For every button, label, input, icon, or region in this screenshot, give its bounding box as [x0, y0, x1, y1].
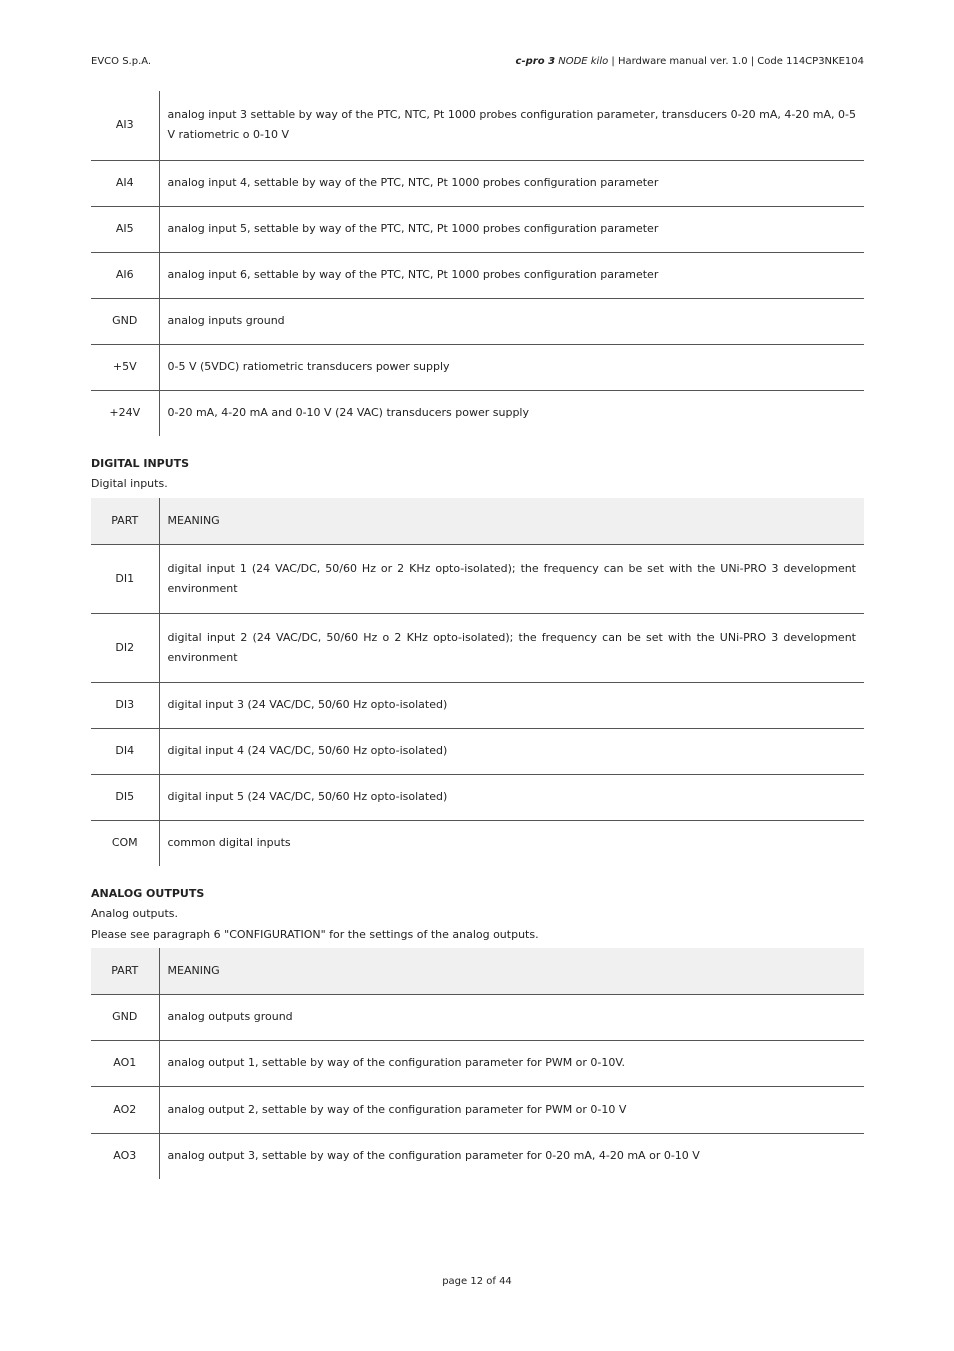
meaning-cell: analog outputs ground: [167, 1010, 293, 1023]
part-cell: AO2: [91, 1086, 159, 1133]
part-cell: AI4: [91, 160, 159, 206]
header-company: EVCO S.p.A.: [91, 56, 152, 67]
table-row: [91, 613, 864, 682]
meaning-cell: digital input 4 (24 VAC/DC, 50/60 Hz opto-isolated): [167, 744, 448, 757]
table-row: [91, 994, 864, 1040]
header-product-model: NODE kilo: [558, 56, 609, 67]
analog-outputs-description: Analog outputs.: [91, 907, 179, 920]
table-row: [91, 820, 864, 866]
digital-inputs-heading: DIGITAL INPUTS: [91, 457, 190, 470]
part-cell: AI5: [91, 206, 159, 252]
part-cell: GND: [91, 994, 159, 1040]
part-cell: DI3: [91, 682, 159, 728]
header-product-name: c-pro 3: [515, 56, 556, 67]
part-cell: AI6: [91, 252, 159, 298]
meaning-cell: analog output 3, settable by way of the configuration parameter for 0-20 mA, 4-20 mA or 0-10 V: [167, 1149, 700, 1163]
analog-inputs-table: [91, 91, 864, 436]
table-header-row: [91, 948, 864, 994]
meaning-cell: 0-5 V (5VDC) ratiometric transducers power supply: [167, 360, 450, 373]
page-number: page 12 of 44: [442, 1276, 512, 1287]
table-row: [91, 682, 864, 728]
part-cell: AO1: [91, 1040, 159, 1086]
table-row: [91, 298, 864, 344]
header-meaning-cell: MEANING: [167, 963, 220, 977]
table-row: [91, 728, 864, 774]
header-part-cell: PART: [91, 948, 159, 994]
part-cell: AO3: [91, 1133, 159, 1179]
part-cell: +5V: [91, 344, 159, 390]
meaning-cell: analog input 6, settable by way of the PTC, NTC, Pt 1000 probes configuration parameter: [167, 268, 659, 281]
table-row: [91, 1040, 864, 1086]
table-row: [91, 544, 864, 613]
table-row: [91, 252, 864, 298]
meaning-cell: analog input 5, settable by way of the PTC, NTC, Pt 1000 probes configuration parameter: [167, 222, 659, 235]
part-cell: AI3: [91, 91, 159, 160]
table-row: [91, 390, 864, 436]
analog-outputs-note: Please see paragraph 6 "CONFIGURATION" for the settings of the analog outputs.: [91, 928, 539, 941]
meaning-cell: analog inputs ground: [167, 314, 285, 327]
table-row: [91, 774, 864, 820]
table-row: [91, 91, 864, 160]
part-cell: DI2: [91, 613, 159, 682]
header-manual-code: | Hardware manual ver. 1.0 | Code 114CP3NKE104: [611, 56, 864, 67]
part-cell: DI4: [91, 728, 159, 774]
meaning-cell: 0-20 mA, 4-20 mA and 0-10 V (24 VAC) transducers power supply: [167, 406, 530, 420]
meaning-cell: digital input 2 (24 VAC/DC, 50/60 Hz o 2 KHz opto-isolated); the frequency can be set with the UNi-PRO 3 development environment: [167, 630, 856, 664]
header-part-cell: PART: [91, 498, 159, 544]
table-header-row: [91, 498, 864, 544]
meaning-cell: digital input 3 (24 VAC/DC, 50/60 Hz opto-isolated): [167, 698, 448, 711]
meaning-cell: analog input 3 settable by way of the PTC, NTC, Pt 1000 probes configuration parameter, transducers 0-20 mA, 4-20 mA, 0-5 V ratiometric o 0-10 V: [167, 108, 856, 142]
table-row: [91, 206, 864, 252]
table-row: [91, 1086, 864, 1133]
meaning-cell: common digital inputs: [167, 836, 291, 850]
meaning-cell: digital input 1 (24 VAC/DC, 50/60 Hz or 2 KHz opto-isolated); the frequency can be set with the UNi-PRO 3 development environment: [167, 561, 856, 595]
table-row: [91, 160, 864, 206]
analog-outputs-heading: ANALOG OUTPUTS: [91, 887, 205, 900]
meaning-cell: analog input 4, settable by way of the PTC, NTC, Pt 1000 probes configuration parameter: [167, 176, 659, 189]
header-document-info: [516, 56, 864, 67]
meaning-cell: analog output 1, settable by way of the configuration parameter for PWM or 0-10V.: [167, 1056, 626, 1069]
part-cell: +24V: [91, 390, 159, 436]
part-cell: GND: [91, 298, 159, 344]
digital-inputs-table: [91, 498, 864, 866]
header-meaning-cell: MEANING: [167, 513, 220, 527]
part-cell: COM: [91, 820, 159, 866]
digital-inputs-description: Digital inputs.: [91, 477, 168, 490]
part-cell: DI5: [91, 774, 159, 820]
meaning-cell: digital input 5 (24 VAC/DC, 50/60 Hz opto-isolated): [167, 790, 448, 803]
table-row: [91, 344, 864, 390]
meaning-cell: analog output 2, settable by way of the configuration parameter for PWM or 0-10 V: [167, 1102, 627, 1116]
table-row: [91, 1133, 864, 1179]
part-cell: DI1: [91, 544, 159, 613]
analog-outputs-table: [91, 948, 864, 1179]
